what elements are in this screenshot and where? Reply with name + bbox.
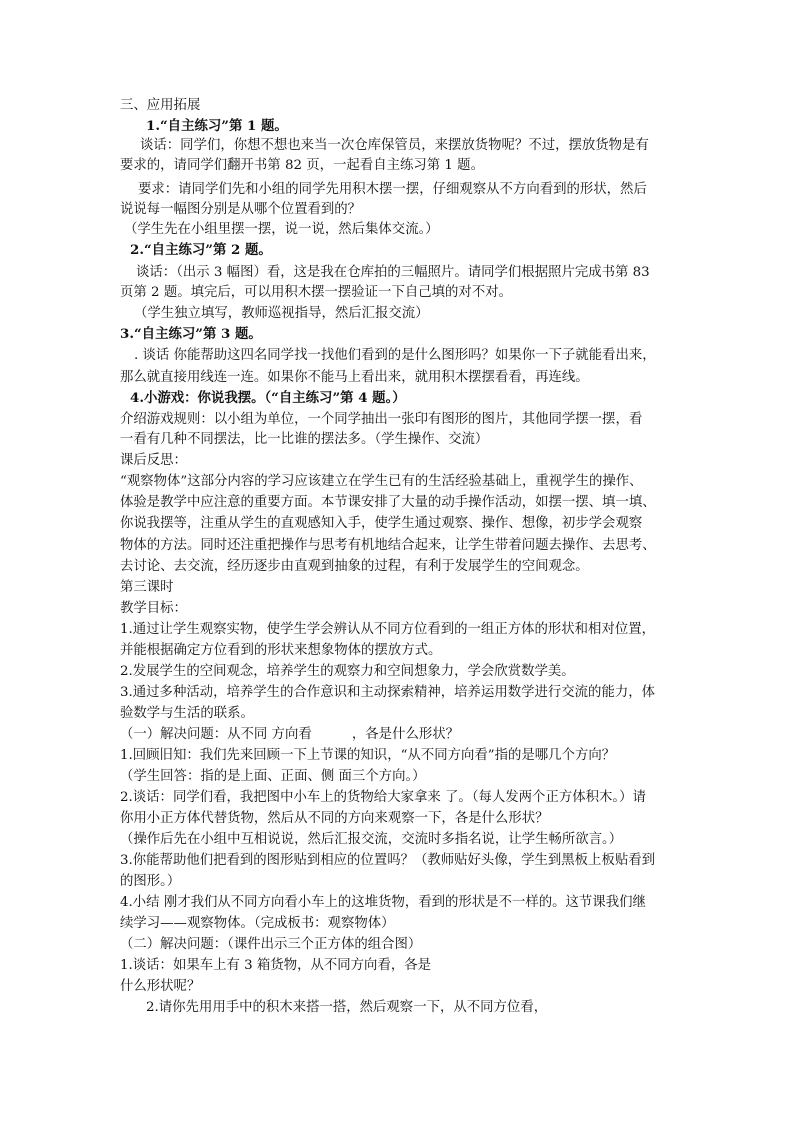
paragraph-line: 验数学与生活的联系。	[120, 706, 254, 721]
paragraph-line: 要求的，请同学们翻开书第 82 页，一起看自主练习第 1 题。	[120, 158, 484, 173]
objectives-heading: 教学目标：	[120, 601, 187, 616]
paragraph-line: 物体的方法。同时还注重把操作与思考有机地结合起来，让学生带着问题去操作、去思考、	[120, 538, 656, 553]
paragraph-line: （学生先在小组里摆一摆，说一说，然后集体交流。）	[124, 222, 439, 237]
exercise-1-title: 1.“自主练习”第 1 题。	[146, 118, 288, 134]
paragraph-line: 你用小正方体代替货物，然后从不同的方向来观察一下，各是什么形状？	[120, 811, 549, 826]
section-heading-application: 三、应用拓展	[120, 98, 201, 113]
reflection-heading: 课后反思：	[120, 453, 187, 468]
paragraph-line: 说说每一幅图分别是从哪个位置看到的？	[120, 202, 362, 217]
paragraph-line: 1.通过让学生观察实物，使学生学会辨认从不同方位看到的一组正方体的形状和相对位置，	[120, 622, 656, 637]
paragraph-line: 介绍游戏规则：以小组为单位，一个同学抽出一张印有图形的图片，其他同学摆一摆，看	[120, 412, 643, 427]
paragraph-line: 1.回顾旧知：我们先来回顾一下上节课的知识，“从不同方向看”指的是哪几个方向？	[120, 748, 616, 763]
paragraph-line: 谈话：（出示 3 幅图）看，这是我在仓库拍的三幅照片。请同学们根据照片完成书第 83	[136, 265, 650, 280]
paragraph-line: 2.谈话：同学们看，我把图中小车上的货物给大家拿来 了。（每人发两个正方体积木。）请	[120, 790, 646, 805]
paragraph-line: 4.小结 刚才我们从不同方向看小车上的这堆货物，看到的形状是不一样的。这节课我们继	[120, 895, 646, 910]
paragraph-line: . 谈话 你能帮助这四名同学找一找他们看到的是什么图形吗？如果你一下子就能看出来，	[134, 348, 656, 363]
paragraph-line: （操作后先在小组中互相说说，然后汇报交流，交流时多指名说，让学生畅所欲言。）	[120, 832, 623, 847]
paragraph-line: 体验是教学中应注意的重要方面。本节课安排了大量的动手操作活动，如摆一摆、填一填、	[120, 495, 656, 510]
paragraph-line: 页第 2 题。填完后，可以用积木摆一摆验证一下自己填的对不对。	[120, 285, 512, 300]
paragraph-line: 要求：请同学们先和小组的同学先用积木摆一摆，仔细观察从不方向看到的形状，然后	[138, 182, 647, 197]
paragraph-line: 2.请你先用用手中的积木来搭一搭，然后观察一下，从不同方位看，	[146, 1000, 548, 1015]
paragraph-line: 你说我摆等，注重从学生的直观感知入手，使学生通过观察、操作、想像，初步学会观察	[120, 516, 643, 531]
paragraph-line: （学生独立填写，教师巡视指导，然后汇报交流）	[134, 306, 429, 321]
paragraph-line: （学生回答：指的是上面、正面、侧 面三个方向。）	[120, 769, 426, 784]
paragraph-line: 去讨论、去交流，经历逐步由直观到抽象的过程，有利于发展学生的空间观念。	[120, 559, 589, 574]
paragraph-line: 并能根据确定方位看到的形状来想象物体的摆放方式。	[120, 643, 442, 658]
paragraph-line: 谈话：同学们，你想不想也来当一次仓库保管员，来摆放货物呢？不过，摆放货物是有	[140, 138, 649, 153]
paragraph-line: 3.你能帮助他们把看到的图形贴到相应的位置吗？（教师贴好头像，学生到黑板上板贴看到	[120, 853, 656, 868]
paragraph-line: 那么就直接用线连一连。如果你不能马上看出来，就用积木摆摆看看，再连线。	[120, 370, 589, 385]
exercise-2-title: 2.“自主练习”第 2 题。	[130, 242, 272, 258]
paragraph-line: 3.通过多种活动，培养学生的合作意识和主动探索精神，培养运用数学进行交流的能力，体	[120, 685, 656, 700]
paragraph-line: 续学习——观察物体。（完成板书：观察物体）	[120, 916, 395, 931]
subsection-heading-2: （二）解决问题：（课件出示三个正方体的组合图）	[120, 937, 422, 952]
paragraph-line: 2.发展学生的空间观念，培养学生的观察力和空间想象力，学会欣赏数学美。	[120, 664, 575, 679]
paragraph-line: 什么形状呢？	[120, 979, 201, 994]
paragraph-line: “观察物体”这部分内容的学习应该建立在学生已有的生活经验基础上，重视学生的操作、	[120, 474, 643, 489]
paragraph-line: 的图形。）	[120, 874, 181, 889]
paragraph-line: 1.谈话：如果车上有 3 箱货物，从不同方向看，各是	[120, 958, 432, 973]
subsection-heading-1: （一）解决问题：从不同 方向看 ，各是什么形状？	[120, 727, 460, 742]
exercise-4-title: 4.小游戏：你说我摆。（“自主练习”第 4 题。）	[130, 390, 406, 406]
lesson-3-heading: 第三课时	[120, 580, 174, 595]
exercise-3-title: 3.“自主练习”第 3 题。	[120, 326, 262, 342]
paragraph-line: 一看有几种不同摆法，比一比谁的摆法多。（学生操作、交流）	[120, 432, 489, 447]
